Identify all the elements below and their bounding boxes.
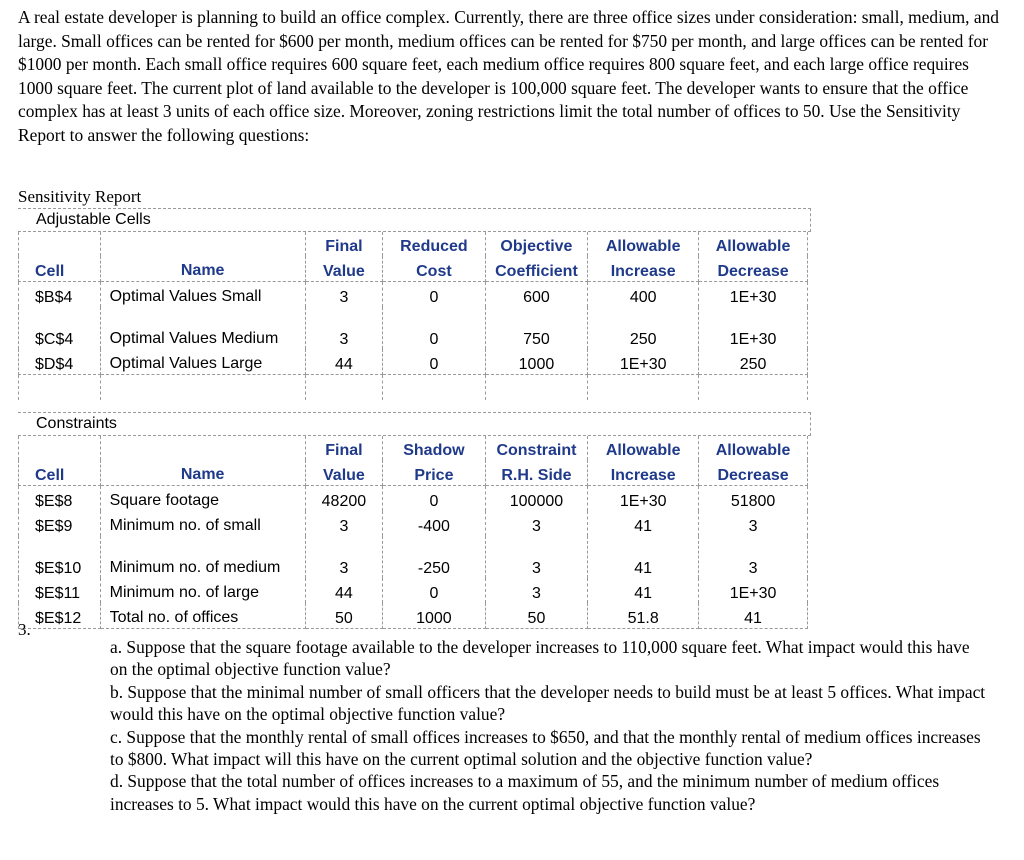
table-cell: $E$11 [19,578,101,603]
column-header: R.H. Side [485,460,588,486]
column-header: Name [100,256,305,282]
column-header: Allowable [699,436,808,460]
table-cell: Minimum no. of medium [100,536,305,578]
table-cell: $B$4 [19,282,101,308]
table-cell: 3 [305,536,382,578]
empty-cell [19,375,101,401]
table-cell: 3 [485,578,588,603]
table-cell: 3 [485,511,588,536]
table-cell: $E$9 [19,511,101,536]
table-cell: 3 [305,511,382,536]
table-cell: $D$4 [19,349,101,375]
column-header: Name [100,460,305,486]
column-header: Final [305,436,382,460]
question-number: 3. [18,620,31,639]
table-cell: 600 [485,282,588,308]
column-header: Price [383,460,486,486]
table-cell: 1E+30 [699,282,808,308]
table-cell: 1000 [383,603,486,629]
table-cell: Square footage [100,486,305,512]
column-header: Cost [383,256,486,282]
table-cell: $E$8 [19,486,101,512]
table-cell: 41 [588,536,699,578]
column-header: Decrease [699,256,808,282]
table-cell: 250 [588,307,699,349]
column-header [100,436,305,460]
table-cell: -400 [383,511,486,536]
table-cell: 1E+30 [699,307,808,349]
empty-cell [100,375,305,401]
table-cell: 1E+30 [588,486,699,512]
table-cell: Total no. of offices [100,603,305,629]
table-cell: 0 [383,349,486,375]
constraints-body [19,436,808,629]
header-row [19,256,808,282]
table-row [19,282,808,308]
table-cell: 400 [588,282,699,308]
table-cell: 250 [699,349,808,375]
table-cell: 3 [699,536,808,578]
column-header: Increase [588,460,699,486]
column-header: Shadow [383,436,486,460]
table-cell: 50 [305,603,382,629]
column-header: Value [305,256,382,282]
empty-cell [485,375,588,401]
table-cell: $C$4 [19,307,101,349]
column-header: Value [305,460,382,486]
table-row [19,603,808,629]
column-header: Reduced [383,232,486,256]
report-title: Sensitivity Report [18,187,142,206]
table-cell: 1E+30 [699,578,808,603]
empty-cell [588,375,699,401]
table-cell: 50 [485,603,588,629]
spacer-row [19,375,808,401]
table-cell: 41 [588,578,699,603]
column-header: Allowable [699,232,808,256]
table-cell: 51.8 [588,603,699,629]
table-cell: 0 [383,282,486,308]
table-cell: 0 [383,486,486,512]
adjustable-cells-table [18,232,808,400]
table-cell: 41 [699,603,808,629]
column-header: Increase [588,256,699,282]
questions-list [110,636,990,815]
column-header: Constraint [485,436,588,460]
table-row [19,486,808,512]
empty-cell [699,375,808,401]
column-header: Cell [19,256,101,282]
table-cell: $E$10 [19,536,101,578]
table-row [19,578,808,603]
column-header [19,232,101,256]
question-a: a. Suppose that the square footage available to the developer increases to 110,000 square feet. What impact would this have on the optimal objective function value? [110,637,970,680]
table-cell: 44 [305,349,382,375]
adjustable-cells-header: Adjustable Cells [18,208,811,232]
question-b: b. Suppose that the minimal number of small officers that the developer needs to build must be at least 5 offices. What impact would this have on the optimal objective function value? [110,681,986,725]
column-header: Coefficient [485,256,588,282]
table-cell: 1000 [485,349,588,375]
table-cell: 0 [383,307,486,349]
column-header: Decrease [699,460,808,486]
column-header: Objective [485,232,588,256]
table-row [19,536,808,578]
header-row [19,460,808,486]
table-row [19,307,808,349]
table-cell: 44 [305,578,382,603]
table-cell: 3 [699,511,808,536]
table-cell: -250 [383,536,486,578]
question-d: d. Suppose that the total number of offices increases to a maximum of 55, and the minimum number of medium offices increases to 5. What impact would this have on the current optimal objective function value? [110,771,940,814]
table-cell: 3 [305,282,382,308]
table-cell: 51800 [699,486,808,512]
empty-cell [383,375,486,401]
column-header [19,436,101,460]
table-row [19,349,808,375]
column-header: Final [305,232,382,256]
table-cell: 48200 [305,486,382,512]
question-c: c. Suppose that the monthly rental of small offices increases to $650, and that the monthly rental of medium offices increases to $800. What impact will this have on the current optimal solution and the objective function value? [110,726,981,770]
table-cell: $E$12 [19,603,101,629]
column-header [100,232,305,256]
table-cell: 100000 [485,486,588,512]
column-header: Cell [19,460,101,486]
table-row [19,511,808,536]
table-cell: 3 [485,536,588,578]
adjustable-cells-body [19,232,808,400]
table-cell: Minimum no. of small [100,511,305,536]
table-cell: Optimal Values Small [100,282,305,308]
table-cell: 750 [485,307,588,349]
constraints-table [18,436,808,629]
table-cell: Optimal Values Medium [100,307,305,349]
problem-statement: A real estate developer is planning to build an office complex. Currently, there are three office sizes under consideration: small, medium, and large. Small offices can be rented for $600 per month, medium offices can be rented for $750 per month, and large offices can be rented for $1000 per month. Each small office requires 600 square feet, each medium office requires 800 square feet, and each large office requires 1000 square feet. The current plot of land available to the developer is 100,000 square feet. The developer wants to ensure that the office complex has at least 3 units of each office size. Moreover, zoning restrictions limit the total number of offices to 50. Use the Sensitivity Report to answer the following questions: [18,7,999,145]
table-cell: 0 [383,578,486,603]
column-header: Allowable [588,436,699,460]
constraints-header: Constraints [18,412,811,436]
header-row [19,436,808,460]
header-row [19,232,808,256]
sensitivity-report [18,186,818,629]
table-cell: 1E+30 [588,349,699,375]
column-header: Allowable [588,232,699,256]
table-cell: Optimal Values Large [100,349,305,375]
empty-cell [305,375,382,401]
table-cell: Minimum no. of large [100,578,305,603]
table-cell: 3 [305,307,382,349]
table-cell: 41 [588,511,699,536]
